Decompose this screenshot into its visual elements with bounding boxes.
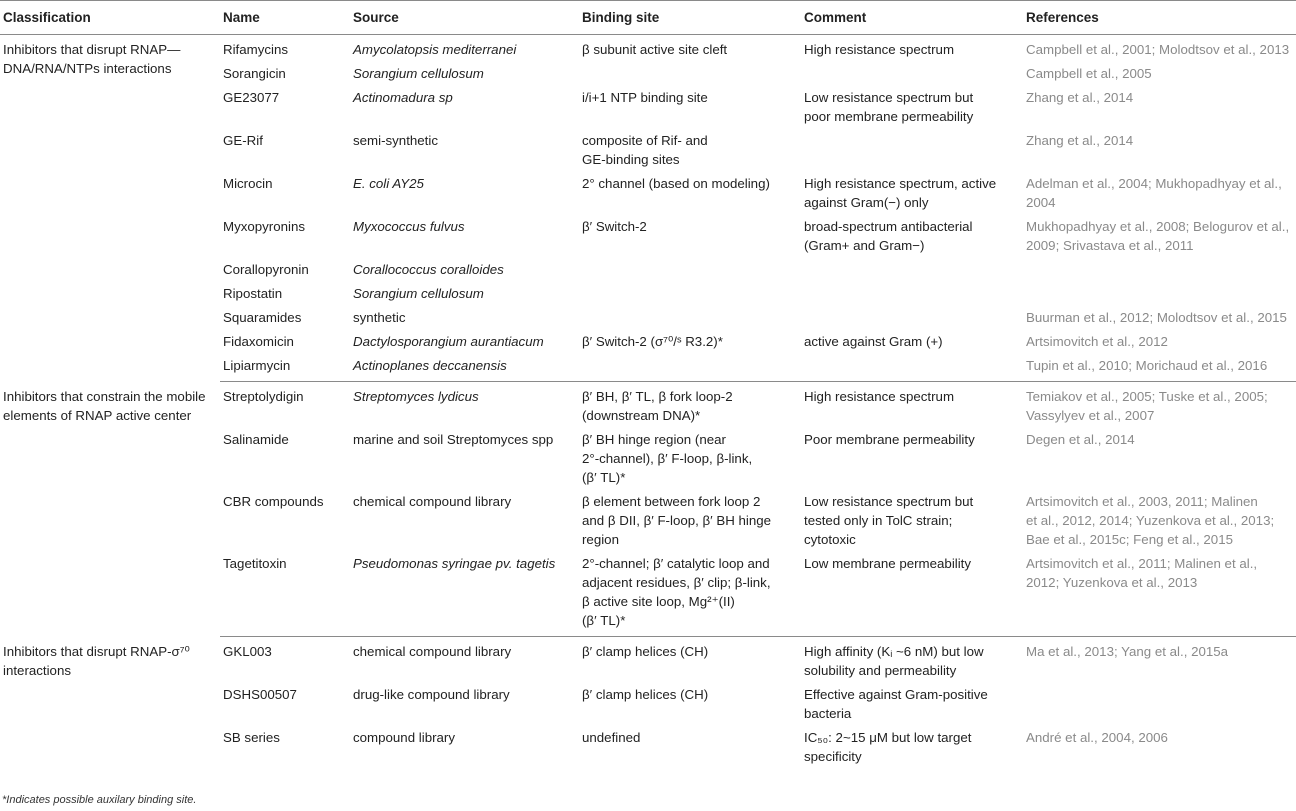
name-cell: CBR compounds bbox=[223, 494, 324, 509]
name-cell: SB series bbox=[223, 730, 280, 745]
references-cell bbox=[1023, 281, 1296, 305]
binding-site-cell: β′ clamp helices (CH) bbox=[582, 687, 709, 702]
comment-cell: Effective against Gram-positive bacteria bbox=[804, 687, 988, 721]
comment-cell: IC₅₀: 2~15 μM but low target specificity bbox=[804, 730, 972, 764]
source-cell: Corallococcus coralloides bbox=[353, 262, 504, 277]
table-row bbox=[0, 637, 1296, 683]
binding-site-cell: β′ clamp helices (CH) bbox=[582, 644, 709, 659]
header-source: Source bbox=[350, 1, 579, 35]
header-binding-site: Binding site bbox=[579, 1, 801, 35]
binding-site-cell bbox=[579, 305, 801, 329]
classification-cell: Inhibitors that disrupt RNAP-σ⁷⁰ interactions bbox=[3, 643, 190, 678]
source-cell: Actinomadura sp bbox=[353, 90, 453, 105]
binding-site-cell bbox=[579, 281, 801, 305]
comment-cell bbox=[801, 257, 1023, 281]
references-cell: Campbell et al., 2001; Molodtsov et al., 2013 bbox=[1026, 42, 1290, 57]
references-cell: Artsimovitch et al., 2003, 2011; Malinen et al., 2012, 2014; Yuzenkova et al., 2013; Bae et al., 2015c; Feng et al., 2015 bbox=[1026, 494, 1275, 547]
references-cell: Mukhopadhyay et al., 2008; Belogurov et al., 2009; Srivastava et al., 2011 bbox=[1026, 219, 1290, 253]
binding-site-cell bbox=[579, 61, 801, 85]
binding-site-cell: i/i+1 NTP binding site bbox=[582, 90, 708, 105]
table-row bbox=[0, 35, 1296, 62]
comment-cell bbox=[801, 128, 1023, 171]
classification-cell: Inhibitors that constrain the mobile elements of RNAP active center bbox=[3, 388, 206, 423]
name-cell: Microcin bbox=[223, 176, 273, 191]
name-cell: Ripostatin bbox=[223, 286, 283, 301]
source-cell: E. coli AY25 bbox=[353, 176, 424, 191]
name-cell: GKL003 bbox=[223, 644, 272, 659]
binding-site-cell: β′ Switch-2 bbox=[582, 219, 647, 234]
header-comment: Comment bbox=[801, 1, 1023, 35]
binding-site-cell: composite of Rif- and GE-binding sites bbox=[582, 133, 708, 167]
name-cell: GE-Rif bbox=[223, 133, 263, 148]
references-cell: Artsimovitch et al., 2011; Malinen et al., 2012; Yuzenkova et al., 2013 bbox=[1023, 551, 1296, 637]
comment-cell: Poor membrane permeability bbox=[804, 432, 975, 447]
source-cell: Pseudomonas syringae pv. tagetis bbox=[350, 551, 579, 637]
source-cell: Sorangium cellulosum bbox=[353, 286, 484, 301]
comment-cell: broad-spectrum antibacterial (Gram+ and Gram−) bbox=[804, 219, 973, 253]
binding-site-cell bbox=[579, 353, 801, 382]
comment-cell bbox=[801, 281, 1023, 305]
comment-cell: High resistance spectrum bbox=[804, 389, 955, 404]
comment-cell: Low membrane permeability bbox=[801, 551, 1023, 637]
table-body bbox=[0, 35, 1296, 775]
source-cell: compound library bbox=[353, 730, 455, 745]
header-classification: Classification bbox=[0, 1, 220, 35]
binding-site-cell bbox=[579, 257, 801, 281]
source-cell: Streptomyces lydicus bbox=[353, 389, 479, 404]
references-cell: Campbell et al., 2005 bbox=[1026, 66, 1152, 81]
references-cell: Zhang et al., 2014 bbox=[1026, 133, 1134, 148]
table-row bbox=[0, 382, 1296, 428]
name-cell: Fidaxomicin bbox=[223, 334, 294, 349]
references-cell bbox=[1023, 682, 1296, 725]
name-cell: Sorangicin bbox=[223, 66, 286, 81]
references-cell: Temiakov et al., 2005; Tuske et al., 2005; Vassylyev et al., 2007 bbox=[1026, 389, 1268, 423]
source-cell: Myxococcus fulvus bbox=[353, 219, 465, 234]
comment-cell: High resistance spectrum bbox=[804, 42, 955, 57]
name-cell: Squaramides bbox=[223, 310, 302, 325]
table-footnote: *Indicates possible auxilary binding site. bbox=[2, 794, 197, 806]
source-cell: Sorangium cellulosum bbox=[353, 66, 484, 81]
name-cell: Corallopyronin bbox=[223, 262, 309, 277]
name-cell: Myxopyronins bbox=[223, 219, 306, 234]
binding-site-cell: β′ Switch-2 (σ⁷⁰/ˢ R3.2)* bbox=[582, 334, 723, 349]
classification-cell: Inhibitors that disrupt RNAP—DNA/RNA/NTPs interactions bbox=[3, 42, 181, 76]
references-cell: Ma et al., 2013; Yang et al., 2015a bbox=[1026, 644, 1229, 659]
comment-cell: Low resistance spectrum but tested only in TolC strain; cytotoxic bbox=[804, 494, 974, 547]
source-cell: Actinoplanes deccanensis bbox=[350, 353, 579, 382]
references-cell: Adelman et al., 2004; Mukhopadhyay et al., 2004 bbox=[1026, 176, 1282, 210]
name-cell: Lipiarmycin bbox=[220, 353, 350, 382]
references-cell: André et al., 2004, 2006 bbox=[1026, 730, 1168, 745]
references-cell: Zhang et al., 2014 bbox=[1026, 90, 1134, 105]
references-cell: Tupin et al., 2010; Morichaud et al., 2016 bbox=[1023, 353, 1296, 382]
references-cell: Degen et al., 2014 bbox=[1026, 432, 1135, 447]
name-cell: DSHS00507 bbox=[223, 687, 297, 702]
comment-cell: active against Gram (+) bbox=[804, 334, 943, 349]
name-cell: GE23077 bbox=[223, 90, 280, 105]
source-cell: semi-synthetic bbox=[353, 133, 438, 148]
comment-cell bbox=[801, 353, 1023, 382]
source-cell: synthetic bbox=[353, 310, 406, 325]
comment-cell: Low resistance spectrum but poor membrane permeability bbox=[804, 90, 974, 124]
binding-site-cell: 2° channel (based on modeling) bbox=[582, 176, 770, 191]
name-cell: Rifamycins bbox=[223, 42, 289, 57]
binding-site-cell: β element between fork loop 2 and β DII, β′ F-loop, β′ BH hinge region bbox=[582, 494, 772, 547]
source-cell: Amycolatopsis mediterranei bbox=[353, 42, 517, 57]
name-cell: Streptolydigin bbox=[223, 389, 304, 404]
source-cell: marine and soil Streptomyces spp bbox=[353, 432, 554, 447]
references-cell bbox=[1023, 257, 1296, 281]
binding-site-cell: undefined bbox=[582, 730, 641, 745]
source-cell: chemical compound library bbox=[353, 644, 512, 659]
source-cell: Dactylosporangium aurantiacum bbox=[353, 334, 544, 349]
header-references: References bbox=[1023, 1, 1296, 35]
source-cell: chemical compound library bbox=[353, 494, 512, 509]
comment-cell: High affinity (Kᵢ ~6 nM) but low solubility and permeability bbox=[804, 644, 984, 678]
comment-cell bbox=[801, 305, 1023, 329]
binding-site-cell: β′ BH, β′ TL, β fork loop-2 (downstream DNA)* bbox=[582, 389, 733, 423]
source-cell: drug-like compound library bbox=[353, 687, 510, 702]
comment-cell: High resistance spectrum, active against Gram(−) only bbox=[804, 176, 997, 210]
binding-site-cell: β subunit active site cleft bbox=[582, 42, 728, 57]
references-cell: Buurman et al., 2012; Molodtsov et al., 2015 bbox=[1026, 310, 1287, 325]
name-cell: Salinamide bbox=[223, 432, 289, 447]
binding-site-cell: β′ BH hinge region (near 2°-channel), β′ F-loop, β-link, (β′ TL)* bbox=[582, 432, 753, 485]
comment-cell bbox=[801, 61, 1023, 85]
references-cell: Artsimovitch et al., 2012 bbox=[1026, 334, 1168, 349]
name-cell: Tagetitoxin bbox=[220, 551, 350, 637]
header-name: Name bbox=[220, 1, 350, 35]
header-row bbox=[0, 1, 1296, 35]
binding-site-cell: 2°-channel; β′ catalytic loop and adjacent residues, β′ clip; β-link, β active site loop, Mg²⁺(II) (β′ TL)* bbox=[579, 551, 801, 637]
